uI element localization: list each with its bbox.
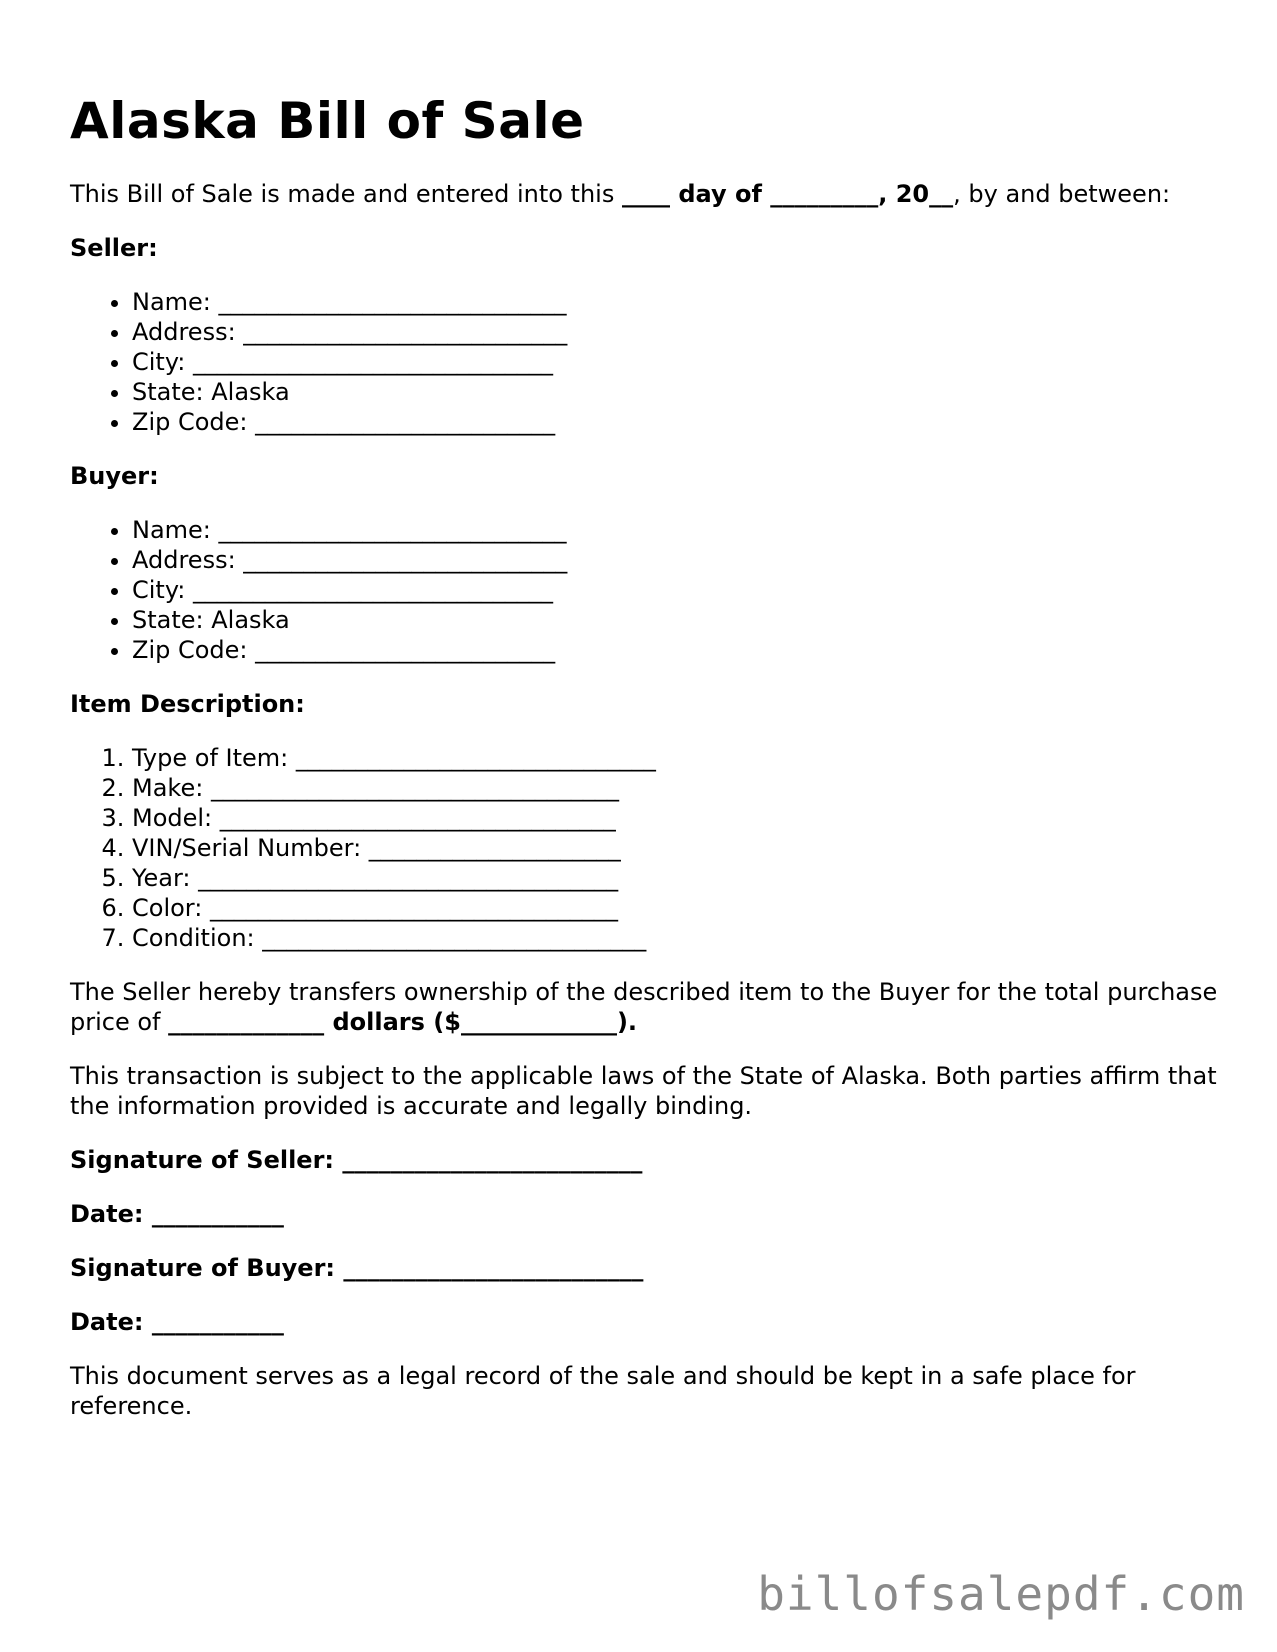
seller-address-item: • Address: ___________________________ — [132, 317, 1220, 347]
buyer-list — [70, 515, 1220, 665]
transfer-text: The Seller hereby transfers ownership of the described item to the Buyer for the total purchase price of — [70, 978, 1218, 1036]
intro-paragraph — [70, 179, 1220, 209]
closing-paragraph: This document serves as a legal record of the sale and should be kept in a safe place for reference. — [70, 1362, 1136, 1420]
seller-date-line: Date: ___________ — [70, 1200, 284, 1228]
item-type: 1. Type of Item: ______________________________ — [132, 743, 1220, 773]
page-title: Alaska Bill of Sale — [70, 92, 585, 150]
buyer-name-item: • Name: _____________________________ — [132, 515, 1220, 545]
item-make: 2. Make: __________________________________ — [132, 773, 1220, 803]
watermark: billofsalepdf.com — [757, 1567, 1245, 1621]
item-vin: 4. VIN/Serial Number: _____________________ — [132, 833, 1220, 863]
item-description-list — [70, 743, 1220, 953]
seller-name-item: • Name: _____________________________ — [132, 287, 1220, 317]
buyer-date-line: Date: ___________ — [70, 1308, 284, 1336]
transfer-price-blank: _____________ dollars ($_____________). — [168, 1008, 638, 1036]
transfer-paragraph — [70, 977, 1220, 1037]
item-color: 6. Color: __________________________________ — [132, 893, 1220, 923]
intro-date-blank: ____ day of _________, 20__ — [621, 180, 954, 208]
item-year: 5. Year: ___________________________________ — [132, 863, 1220, 893]
seller-list — [70, 287, 1220, 437]
seller-city-item: • City: ______________________________ — [132, 347, 1220, 377]
buyer-address-item: • Address: ___________________________ — [132, 545, 1220, 575]
document-page — [70, 85, 1220, 1445]
buyer-heading: Buyer: — [70, 462, 159, 490]
item-condition: 7. Condition: ________________________________ — [132, 923, 1220, 953]
buyer-state-item: • State: Alaska — [132, 605, 1220, 635]
seller-zip-item: • Zip Code: _________________________ — [132, 407, 1220, 437]
item-description-heading: Item Description: — [70, 690, 305, 718]
buyer-signature-line: Signature of Buyer: _________________________ — [70, 1254, 644, 1282]
seller-signature-line: Signature of Seller: _________________________ — [70, 1146, 643, 1174]
item-model: 3. Model: _________________________________ — [132, 803, 1220, 833]
law-paragraph: This transaction is subject to the applicable laws of the State of Alaska. Both parties affirm that the information provided is accurate and legally binding. — [70, 1062, 1217, 1120]
buyer-city-item: • City: ______________________________ — [132, 575, 1220, 605]
seller-heading: Seller: — [70, 234, 158, 262]
intro-text-start: This Bill of Sale is made and entered into this — [70, 180, 622, 208]
buyer-zip-item: • Zip Code: _________________________ — [132, 635, 1220, 665]
intro-text-end: , by and between: — [953, 180, 1171, 208]
seller-state-item: • State: Alaska — [132, 377, 1220, 407]
